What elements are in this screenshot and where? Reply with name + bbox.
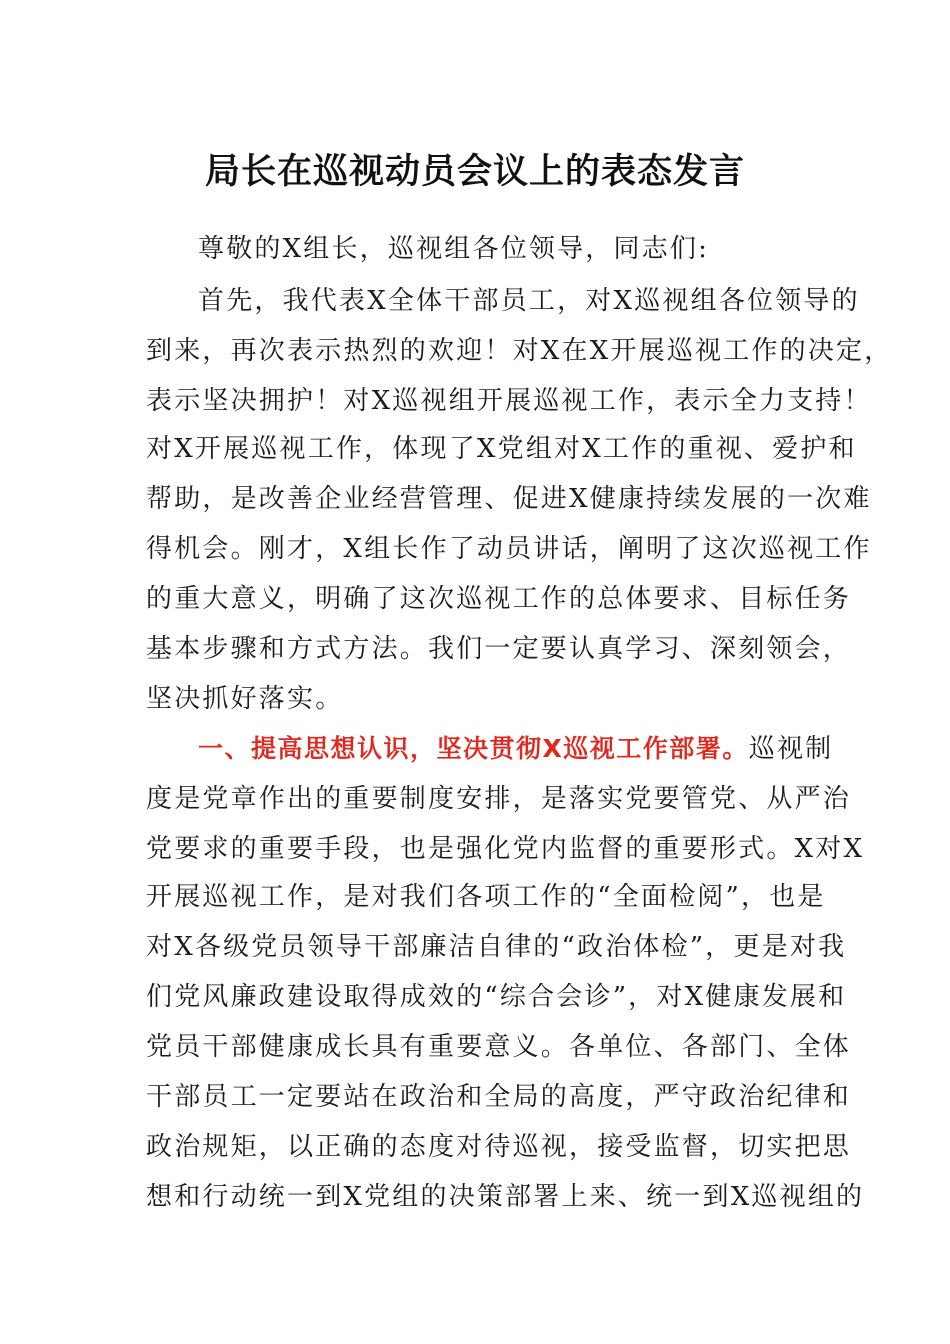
paragraph-line: 党员干部健康成长具有重要意义。各单位、各部门、全体: [146, 1032, 852, 1062]
section1-heading: 一、提高思想认识，坚决贯彻X巡视工作部署。: [198, 734, 749, 763]
paragraph-line: 到来，再次表示热烈的欢迎！对X在X开展巡视工作的决定，: [146, 336, 893, 366]
paragraph-line: 干部员工一定要站在政治和全局的高度，严守政治纪律和: [146, 1082, 852, 1112]
paragraph-line: 党要求的重要手段，也是强化党内监督的重要形式。X对X: [146, 834, 865, 864]
document-title: 局长在巡视动员会议上的表态发言: [204, 151, 745, 192]
paragraph-line: 坚决抓好落实。: [146, 684, 344, 714]
paragraph-line: 基本步骤和方式方法。我们一定要认真学习、深刻领会，: [146, 634, 852, 664]
paragraph-line: 得机会。刚才，X组长作了动员讲话，阐明了这次巡视工作: [146, 534, 872, 564]
paragraph-line: 想和行动统一到X党组的决策部署上来、统一到X巡视组的: [146, 1182, 865, 1212]
paragraph-line: 政治规矩，以正确的态度对待巡视，接受监督，切实把思: [146, 1132, 852, 1162]
paragraph-line: 对X各级党员领导干部廉洁自律的“政治体检”，更是对我: [146, 932, 847, 962]
paragraph-line: 表示坚决拥护！对X巡视组开展巡视工作，表示全力支持！: [146, 386, 872, 416]
paragraph-line: 的重大意义，明确了这次巡视工作的总体要求、目标任务: [146, 584, 852, 614]
section1-heading-tail: 巡视制: [748, 734, 834, 764]
salutation-line: 尊敬的X组长，巡视组各位领导，同志们:: [198, 234, 710, 264]
paragraph-line: 开展巡视工作，是对我们各项工作的“全面检阅”，也是: [146, 882, 826, 912]
section1-first-line: [198, 724, 833, 774]
paragraph-line: 对X开展巡视工作，体现了X党组对X工作的重视、爱护和: [146, 434, 857, 464]
paragraph-line: 首先，我代表X全体干部员工，对X巡视组各位领导的: [198, 286, 860, 316]
paragraph-line: 们党风廉政建设取得成效的“综合会诊”，对X健康发展和: [146, 982, 847, 1012]
paragraph-line: 度是党章作出的重要制度安排，是落实党要管党、从严治: [146, 784, 852, 814]
paragraph-line: 帮助，是改善企业经营管理、促进X健康持续发展的一次难: [146, 484, 872, 514]
